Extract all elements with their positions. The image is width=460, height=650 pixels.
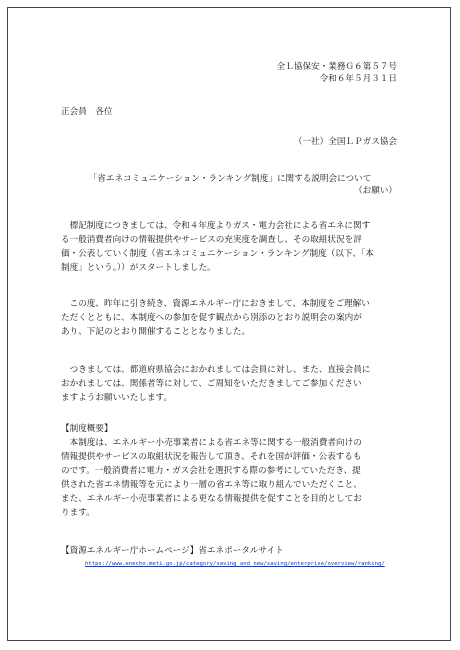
- overview-line: 情報提供やサービスの取組状況を報告して頂き、それを国が評価・公表するも: [61, 452, 362, 462]
- document-title: 「省エネコミュニケーション・ランキング制度」に関する説明会について: [88, 174, 372, 184]
- reference-link[interactable]: https://www.enecho.meti.go.jp/category/saving_and_new/saving/enterprise/overview/ranking/: [85, 561, 385, 567]
- paragraph-line: この度、昨年に引き続き、資源エネルギー庁におきまして、本制度をご理解い: [61, 299, 370, 309]
- doc-number: 全Ｌ協保安・業務Ｇ６第５７号: [276, 62, 397, 72]
- doc-date: 令和６年５月３１日: [319, 74, 397, 84]
- document-page: [7, 7, 451, 641]
- reference-heading: 【資源エネルギー庁ホームページ】省エネポータルサイト: [61, 546, 284, 556]
- paragraph-line: 標記制度につきましては、令和４年度よりガス・電力会社による省エネに関す: [61, 221, 371, 231]
- recipient: 正会員 各位: [61, 107, 113, 117]
- paragraph-line: あり、下記のとおり開催することとなりました。: [61, 327, 251, 337]
- overview-line: また、エネルギー小売事業者による更なる情報提供を促すことを目的としてお: [61, 494, 362, 504]
- paragraph-line: つきましては、都道府県協会におかれましては会員に対し、また、直接会員に: [61, 365, 371, 375]
- overview-heading: 【制度概要】: [61, 424, 113, 434]
- paragraph-line: ただくとともに、本制度への参加を促す観点から別添のとおり説明会の案内が: [61, 313, 362, 323]
- sender: （一社）全国ＬＰガス協会: [293, 137, 397, 147]
- paragraph-line: ますようお願いいたします。: [61, 393, 173, 403]
- paragraph-line: る一般消費者向けの情報提供やサービスの充実度を調査し、その取組状況を評: [61, 235, 362, 245]
- paragraph-line: おかれましては、関係者等に対して、ご周知をいただきましてご参加ください: [61, 379, 362, 389]
- paragraph-line: 制度」という。））がスタートしました。: [61, 263, 216, 273]
- overview-line: 本制度は、エネルギー小売事業者による省エネ等に関する一般消費者向けの: [61, 438, 362, 448]
- overview-line: のです。一般消費者に電力・ガス会社を選択する際の参考にしていただき、提: [61, 466, 361, 476]
- document-subtitle: （お願い）: [354, 186, 397, 196]
- overview-line: 供された省エネ情報等を元により一層の省エネ等に取り組んでいただくこと、: [61, 480, 362, 490]
- overview-line: ります。: [61, 508, 95, 518]
- paragraph-line: 価・公表していく制度（省エネコミュニケーション・ランキング制度（以下、「本: [61, 249, 374, 259]
